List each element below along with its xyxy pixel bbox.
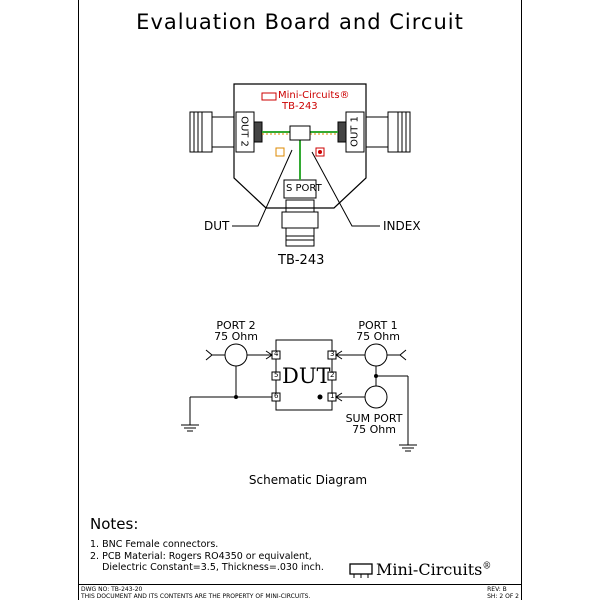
out2-label: OUT 2 (238, 116, 250, 147)
pin-5: 5 (274, 371, 279, 379)
dwg-number: DWG NO: TB-243-20 (81, 586, 143, 593)
pin-3: 3 (330, 350, 335, 358)
out1-label: OUT 1 (349, 116, 361, 147)
pin-6: 6 (274, 392, 279, 400)
note-1: 1. BNC Female connectors. (90, 539, 219, 550)
port2-name: PORT 2 (216, 319, 256, 332)
port2-impedance: 75 Ohm (214, 330, 258, 343)
schematic-caption: Schematic Diagram (248, 473, 368, 487)
revision: REV: B (487, 586, 507, 593)
board-model-text: TB-243 (282, 101, 318, 112)
s-port-label: S PORT (286, 183, 322, 194)
sum-port-name: SUM PORT (345, 412, 403, 425)
note-2-cont: Dielectric Constant=3.5, Thickness=.030 inch. (90, 562, 324, 573)
footer-disclaimer: THIS DOCUMENT AND ITS CONTENTS ARE THE PROPERTY OF MINI-CIRCUITS. (81, 593, 311, 600)
logo-text: Mini-Circuits® (376, 560, 492, 579)
port1-impedance: 75 Ohm (356, 330, 400, 343)
pin-1: 1 (330, 392, 335, 400)
pin-4: 4 (274, 350, 279, 358)
logo-icon (350, 564, 372, 574)
board-caption: TB-243 (278, 253, 325, 268)
port1-name: PORT 1 (358, 319, 398, 332)
footer (78, 584, 522, 601)
notes-heading: Notes: (90, 515, 139, 533)
board-brand-text: Mini-Circuits® (278, 90, 350, 101)
schematic-dut-label: DUT (282, 364, 331, 388)
pin-2: 2 (330, 371, 335, 379)
note-2: 2. PCB Material: Rogers RO4350 or equivalent, (90, 551, 312, 562)
callout-index-label: INDEX (383, 219, 421, 233)
sheet-number: SH: 2 OF 2 (487, 593, 519, 600)
callout-dut-label: DUT (204, 219, 230, 233)
sum-port-impedance: 75 Ohm (352, 423, 396, 436)
page-title: Evaluation Board and Circuit (136, 10, 464, 34)
